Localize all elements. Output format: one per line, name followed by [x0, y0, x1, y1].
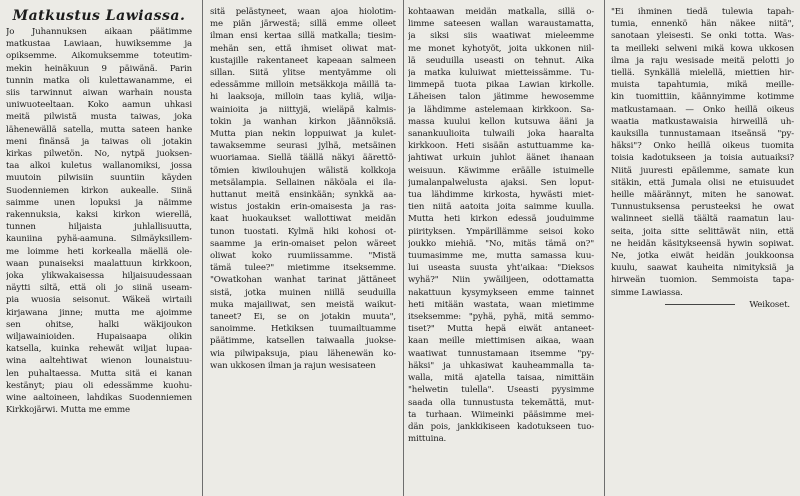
text-line: ilman ensi kertaa sillä matkalla; tiesim- — [210, 31, 396, 42]
text-line: mittuina. — [408, 434, 447, 445]
text-line: wyhä?" Niin ywäilijeen, odottamatta — [408, 275, 594, 286]
text-line: len puhaltaessa. Mutta sitä ei kanan — [6, 368, 192, 379]
text-line: tunon tuostati. Kylmä hiki kohosi ot- — [210, 226, 396, 237]
text-line: sitäkin, että Jumala olisi ne etuisuudet — [611, 177, 794, 188]
text-line: meitä pilwistä musta taiwas, joka — [6, 112, 192, 123]
article-column-2 — [210, 6, 396, 372]
text-line: wuoriamaa. Siellä täällä näkyi äärettö- — [210, 153, 396, 164]
text-line: sitä pelästyneet, waan ajoa hiolotim- — [210, 7, 396, 17]
text-line: huttanut meitä ensinkään; synkkä aa- — [210, 190, 396, 201]
text-line: "Ei ihminen tiedä tulewia tapah- — [611, 7, 794, 17]
text-line: Tunnustuksensa perusteeksi he owat — [611, 202, 794, 213]
text-line: sillan. Siitä ylitse mentyämme oli — [210, 68, 396, 79]
text-line: muka majailiwat, sen meistä waikut- — [210, 299, 396, 310]
text-line: Mutta pian nekin loppuiwat ja kulet- — [210, 129, 396, 140]
text-line: dän pois, jankkikiseen kadotukseen tuo- — [408, 421, 594, 432]
text-line: limme sateesen wallan waraustamatta, — [408, 19, 594, 30]
text-line: kauksilla tunnustamaan itseänsä "py- — [611, 129, 794, 140]
article-column-4 — [611, 6, 794, 311]
text-line: Läheisen talon jätimme hewosemme — [408, 92, 594, 103]
text-line: tawaksemme seurasi jylhä, metsäinen — [210, 141, 396, 152]
text-line: heti mitään wastata, waan mietimme — [408, 299, 594, 310]
text-line: sen ohitse, halki wäkijoukon — [6, 319, 192, 330]
text-line: jahtiwat urkuin juhlot äänet ihanaan — [408, 153, 594, 164]
text-line: Mutta heti kirkon edessä jouduimme — [408, 214, 594, 225]
text-line: wine aaltoineen, lahdikas Suodenniemen — [6, 393, 192, 404]
article-signature: Weikoset. — [749, 299, 790, 310]
text-line: ne heidän käsitykseensä hywin sopiwat. — [611, 238, 794, 249]
text-line: joukko miehiä. "No, mitäs tämä on?" — [408, 238, 594, 249]
article-signature-line — [611, 299, 794, 311]
text-line: kaan meille miettimisen aikaa, waan — [408, 336, 594, 347]
text-line: piirityksen. Ympärillämme seisoi koko — [408, 226, 594, 237]
text-line: me monet kyhotyöt, joita ukkonen niil- — [408, 43, 594, 54]
text-line: tämä tulee?" mietimme itseksemme. — [210, 263, 396, 274]
text-line: jumalanpalwelusta ajaksi. Sen loput- — [408, 177, 594, 188]
text-line: kestänyt; piau oli edessämme kuohu- — [6, 380, 192, 391]
text-line: tien niitä aatoita joita saimme kuulla. — [408, 202, 594, 213]
text-line: seita, joita sitte selittäwät niin, että — [611, 226, 794, 237]
text-line: waatia matkustawaisia hirweillä uh- — [611, 116, 794, 127]
text-line: tumia, ennenkö hän näkee niitä", — [611, 19, 794, 30]
text-line: waan punaiseksi maalattuun kirkkoon, — [6, 258, 192, 269]
text-line: weisuun. Käwimme eräälle istuimelle — [408, 165, 594, 176]
text-line: massa kuului kellon kutsuwa ääni ja — [408, 116, 594, 127]
text-line: edessämme milloin metsäkkoja mäillä ta- — [210, 80, 396, 91]
text-line: häksi"? Onko heillä oikeus tuomita — [611, 141, 794, 152]
text-line: saamme ja erin-omaiset pelon wäreet — [210, 238, 396, 249]
text-line: taneet? Ei, se on jotakin muuta", — [210, 312, 396, 323]
text-line: ta turhaan. Wiimeinki pääsimme mei- — [408, 409, 594, 420]
text-line: näytti siltä, että oli jo siinä useam- — [6, 283, 192, 294]
text-line: muista tapahtumia, mikä meille- — [611, 80, 794, 91]
text-line: pia wuosia seisonut. Wäkeä wirtaili — [6, 295, 192, 306]
text-line: lui useasta suusta yht'aikaa: "Dieksos — [408, 263, 594, 274]
column-rule — [403, 0, 404, 496]
text-line: opiksemme. Aikomuksemme toteutim- — [6, 51, 192, 62]
text-line: walla, mitä ajatella taisaa, nimittäin — [408, 373, 594, 384]
text-line: tömien kiwilouhujen wälistä kolkkoja — [210, 165, 396, 176]
text-line: kaat huokaukset wallottiwat meidän — [210, 214, 396, 225]
text-line: kin tuomittiin, käännyimme kotimme — [611, 92, 794, 103]
text-line: Suodenniemen kirkon aukealle. Siinä — [6, 185, 192, 196]
text-line: kuulu, saawat kauheita nimityksiä ja — [611, 263, 794, 274]
text-line: saada olla tunnustusta tekemättä, mut- — [408, 397, 594, 408]
text-line: wia pilwipaksuja, piau lähenewän ko- — [210, 348, 396, 359]
text-line: nakattuun kysymykseen emme tainnet — [408, 287, 594, 298]
text-line: uniwuoteeltaan. Koko aamun uhkasi — [6, 100, 192, 111]
text-line: häksi" ja uhkasiwat kauheammalla ta- — [408, 360, 594, 371]
article-column-1 — [6, 6, 192, 417]
text-line: wiljawainioiden. Hupaisaapa olikin — [6, 332, 192, 343]
text-line: "helwetin tulella". Useasti pyysimme — [408, 385, 594, 396]
column-rule — [604, 0, 605, 496]
text-line: sanoimme. Hetkiksen tuumailtuamme — [210, 324, 396, 335]
text-line: tiellä. Synkällä mielellä, miettien hir- — [611, 68, 794, 79]
text-line: Jo Juhannuksen aikaan päätimme — [6, 27, 192, 37]
text-line: matkustaa Lawiaan, huwiksemme ja — [6, 39, 192, 50]
text-line: simme Lawiassa. — [611, 287, 683, 298]
text-line: wina aaltehtiwat wienon lounaistuu- — [6, 356, 192, 367]
text-line: wainioita ja niittyjä, wieläpä kalmis- — [210, 104, 396, 115]
text-line: meni finänsä ja taiwas oli jotakin — [6, 136, 192, 147]
text-line: taa alkoi kuletus wallanomiksi, jossa — [6, 161, 192, 172]
text-line: päätimme, katsellen taiwaalla juokse- — [210, 336, 396, 347]
text-line: mekin heinäkuun 9 päiwänä. Parin — [6, 63, 192, 74]
text-line: sanotaan yleisesti. Se onki totta. Was- — [611, 31, 794, 42]
text-line: wistus jostakin erin-omaisesta ja ras- — [210, 202, 396, 213]
text-line: kirkkoon. Heti sisään astuttuamme ka- — [408, 141, 594, 152]
text-line: joka ylikwakaisessa hiljaisuudessaan — [6, 271, 192, 282]
text-line: matkustamaan. — Onko heillä oikeus — [611, 104, 794, 115]
text-line: limmepä tuota pikaa Lawian kirkolle. — [408, 80, 594, 91]
text-line: mehän sen, että ihmiset oliwat mat- — [210, 43, 396, 54]
text-line: tiset?" Mutta hepä eiwät antaneet- — [408, 324, 594, 335]
text-line: tunnin matka oli kulettawanamme, ei — [6, 75, 192, 86]
article-title: Matkustus Lawiassa. — [12, 8, 186, 24]
text-line: ja lähdimme astelemaan kirkkoon. Sa- — [408, 104, 594, 115]
text-line: tua lähdimme kirkosta, hywästi miet- — [408, 190, 594, 201]
text-line: muutoin pilwisiin suuntiin käyden — [6, 173, 192, 184]
text-line: hirweän tuomion. Semmoista tapa- — [611, 275, 794, 286]
text-line: lä seuduilla useasti on tehnut. Aika — [408, 55, 594, 66]
text-line: kohtaawan meidän matkalla, sillä o- — [408, 7, 594, 17]
text-line: Niitä juuresti epäilemme, samate kun — [611, 165, 794, 176]
text-line: katsella, kuinka rehewät wiljat lupaa- — [6, 344, 192, 355]
text-line: waatiwat tunnustamaan itsemme "py- — [408, 348, 594, 359]
text-line: me loimme heti korkealla mäellä ole- — [6, 246, 192, 257]
text-line: Kirkkojärwi. Mutta me emme — [6, 405, 130, 416]
text-line: ta meilleki selweni mikä kowa ukkosen — [611, 43, 794, 54]
text-line: sanankuulioita tulwaili joka haaralta — [408, 129, 594, 140]
text-line: hi laaksoja, milloin taas kyliä, wilja- — [210, 92, 396, 103]
text-line: lähenewällä satella, mutta sateen hanke — [6, 124, 192, 135]
text-line: metsälampia. Sellainen näköala ei ila- — [210, 177, 396, 188]
text-line: ja siksi siis waatiwat mieleemme — [408, 31, 594, 42]
text-line: kirjawana jinne; mutta me ajoimme — [6, 307, 192, 318]
text-line: "Owatkohan wanhat tarinat jättäneet — [210, 275, 396, 286]
text-line: me piän järwestä; sillä emme olleet — [210, 19, 396, 30]
text-line: saimme unen lopuksi ja näimme — [6, 197, 192, 208]
text-line: kauniina pyhä-aamuna. Silmäyksillem- — [6, 234, 192, 245]
text-line: wan ukkosen ilman ja rajun wesisateen — [210, 360, 376, 371]
text-line: tokin ja wanhan kirkon jäännöksiä. — [210, 116, 396, 127]
text-line: kirkas pilwetön. No, nytpä juoksen- — [6, 149, 192, 160]
text-line: kustajille rakentaneet kapeaan salmeen — [210, 55, 396, 66]
text-line: heille määrännyt, miten he sanowat. — [611, 190, 794, 201]
text-line: walinneet siellä täältä raamatun lau- — [611, 214, 794, 225]
article-column-3 — [408, 6, 594, 445]
text-line: sistä, jotka muinen niillä seuduilla — [210, 287, 396, 298]
text-line: ilma ja raju wesisade meitä pelotti jo — [611, 55, 794, 66]
text-line: oliwat koko ruumiissamme. "Mistä — [210, 251, 396, 262]
column-rule — [202, 0, 203, 496]
text-line: Ne, jotka eiwät heidän joukkoonsa — [611, 251, 794, 262]
separator-line — [665, 304, 735, 305]
text-line: siis tarwinnut aiwan warhain nousta — [6, 88, 192, 99]
text-line: tuumasimme me, mutta samassa kuu- — [408, 251, 594, 262]
text-line: ja matka kuluiwat mietteissämme. Tu- — [408, 68, 594, 79]
text-line: rakennuksia, kaksi kirkon wierellä, — [6, 210, 192, 221]
text-line: itseksemme: "pyhä, pyhä, mitä semmo- — [408, 312, 594, 323]
text-line: tunnen hiljaista juhlallisuutta, — [6, 222, 192, 233]
text-line: toisia kadotukseen ja toisia autuaiksi? — [611, 153, 794, 164]
